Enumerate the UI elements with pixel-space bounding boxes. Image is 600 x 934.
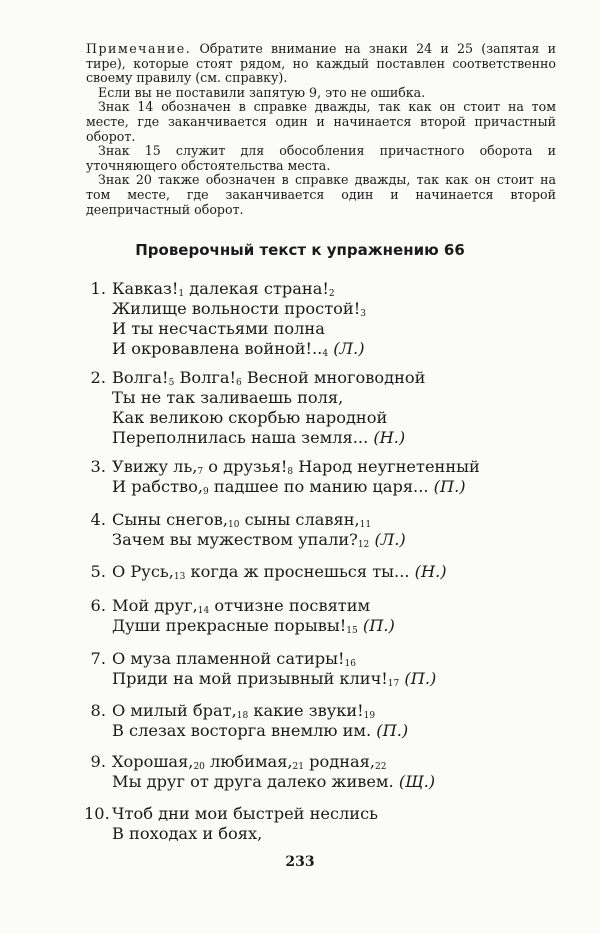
note-paragraph: Примечание. Обратите внимание на знаки 24 и 25 (запятая и тире), которые стоят рядом, но каждый поставлен соответственно своему правилу (см. справку). xyxy=(86,41,556,86)
author-initial: (Л.) xyxy=(333,339,365,358)
exercise-item-5: 5. О $Русь,_{13}$ когда ж проснешься ты... (Н.) xyxy=(90,562,447,582)
author-initial: (Н.) xyxy=(373,428,406,447)
exercise-item-1: 1. $Кавказ!_1$ далекая $страна!_2$ Жилище вольности $простой!_3$ И ты несчастьями полна И окровавлена $войной!.._4$ (Л.) xyxy=(90,279,366,359)
author-initial: (П.) xyxy=(376,721,409,740)
exercise-item-4: 4. Сыны $снегов,_{10}$ сыны $славян,_{11}$ Зачем вы мужеством $упали?_{12}$ (Л.) xyxy=(90,510,406,550)
author-initial: (П.) xyxy=(433,477,466,496)
exercise-item-9: 9. $Хорошая,_{20}$ $любимая,_{21}$ $родная,_{22}$ Мы друг от друга далеко живем. (Щ.) xyxy=(90,752,436,791)
note-paragraph: Знак 20 также обозначен в справке дважды, так как он стоит на том месте, где заканчивается один и начинается второй деепричастный оборот. xyxy=(86,172,556,217)
exercise-item-8: 8. О милый $брат,_{18}$ какие $звуки!_{19}$ В слезах восторга внемлю им. (П.) xyxy=(90,701,409,740)
author-initial: (Н.) xyxy=(414,562,447,581)
section-title: Проверочный текст к упражнению 66 xyxy=(135,241,465,259)
exercise-item-10: 10. Чтоб дни мои быстрей неслись В походах и боях, xyxy=(84,804,378,843)
page-number: 233 xyxy=(285,854,315,870)
note-block xyxy=(86,42,556,217)
author-initial: (П.) xyxy=(362,616,395,635)
author-initial: (Л.) xyxy=(374,530,406,549)
note-paragraph: Знак 14 обозначен в справке дважды, так как он стоит на том месте, где заканчивается один и начинается второй причастный оборот. xyxy=(86,99,556,144)
exercise-item-6: 6. Мой $друг,_{14}$ отчизне посвятим Души прекрасные $порывы!_{15}$ (П.) xyxy=(90,596,395,636)
author-initial: (Щ.) xyxy=(398,772,436,791)
author-initial: (П.) xyxy=(404,669,437,688)
exercise-item-7: 7. О муза пламенной $сатиры!_{16}$ Приди на мой призывный $клич!_{17}$ (П.) xyxy=(90,649,437,689)
note-heading: Примечание. xyxy=(86,41,192,56)
note-paragraph: Если вы не поставили запятую 9, это не ошибка. xyxy=(98,84,426,100)
exercise-item-2: 2. $Волга!_5$ $Волга!_6$ Весной многоводной Ты не так заливаешь поля, Как великою скорбью народной Переполнилась наша земля... (Н.) xyxy=(90,368,426,447)
exercise-item-3: 3. Увижу $ль,_7$ о $друзья!_8$ Народ неугнетенный И $рабство,_9$ падшее по манию царя... (П.) xyxy=(90,457,480,497)
note-paragraph: Знак 15 служит для обособления причастного оборота и уточняющего обстоятельства места. xyxy=(86,143,556,173)
